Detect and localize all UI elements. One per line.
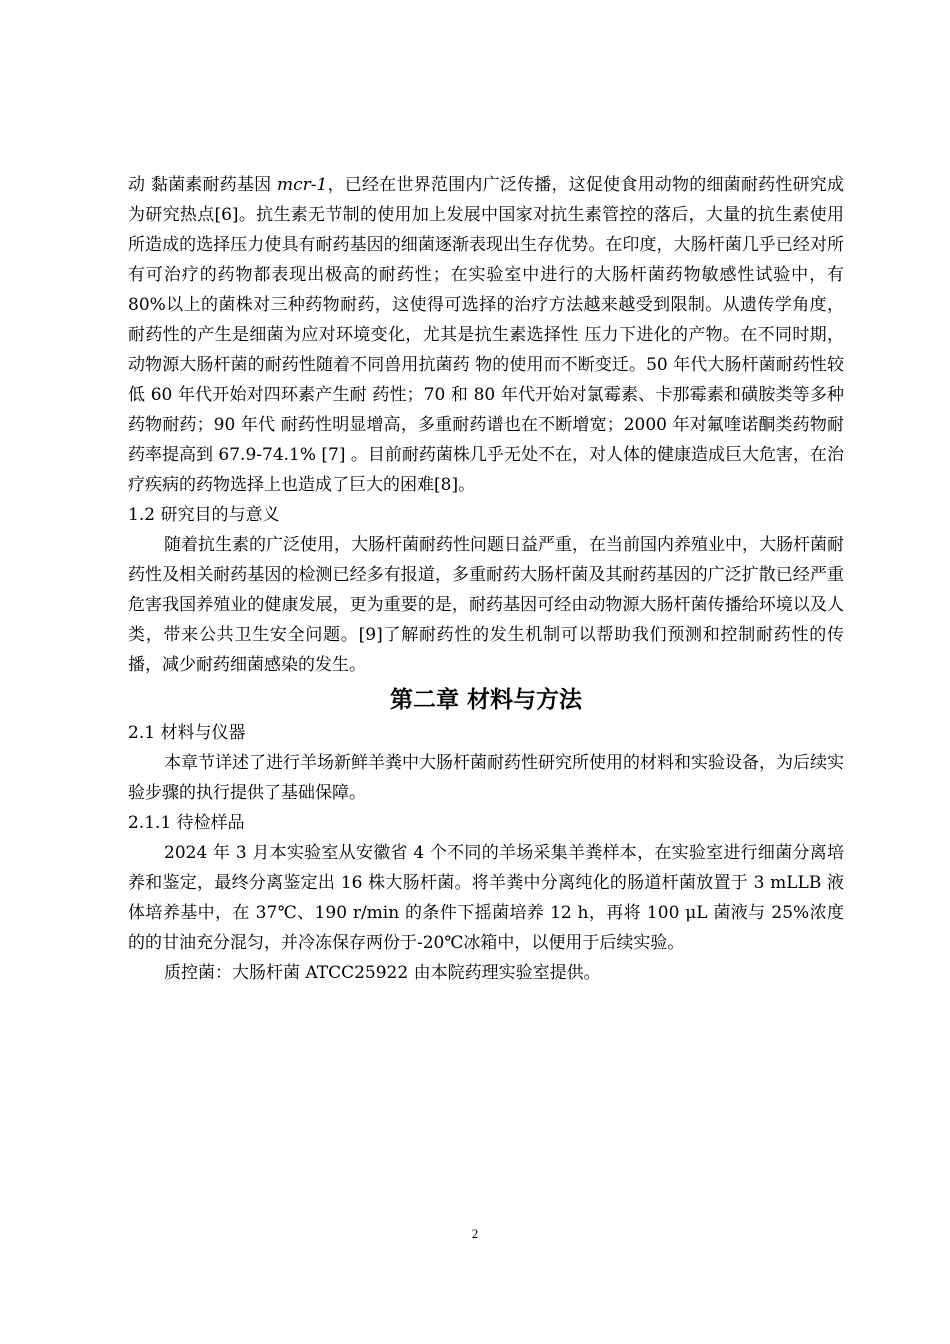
section-heading-2-1-1: 2.1.1 待检样品 (128, 813, 245, 833)
paragraph-samples: 2024 年 3 月本实验室从安徽省 4 个不同的羊场采集羊粪样本，在实验室进行细菌分离培养和鉴定，最终分离鉴定出 16 株大肠杆菌。将羊粪中分离纯化的肠道杆菌放置于 3 mLLB 液体培养基中，在 37℃、190 r/min 的条件下摇菌培养 12 h，再将 100 μL 菌液与 25%浓度的的甘油充分混匀，并冷冻保存两份于-20℃冰箱中，以便用于后续实验。 (128, 843, 844, 953)
page-content (128, 170, 844, 988)
paragraph-research-purpose: 随着抗生素的广泛使用，大肠杆菌耐药性问题日益严重，在当前国内养殖业中，大肠杆菌耐药性及相关耐药基因的检测已经多有报道，多重耐药大肠杆菌及其耐药基因的广泛扩散已经严重危害我国养殖业的健康发展，更为重要的是，耐药基因可经由动物源大肠杆菌传播给环境以及人类，带来公共卫生安全问题。[9]了解耐药性的发生机制可以帮助我们预测和控制耐药性的传播，减少耐药细菌感染的发生。 (128, 535, 844, 675)
paragraph-text: 动 黏菌素耐药基因 (128, 175, 278, 195)
paragraph-quality-control: 质控菌：大肠杆菌 ATCC25922 由本院药理实验室提供。 (164, 963, 601, 983)
section-heading-1-2: 1.2 研究目的与意义 (128, 505, 280, 525)
paragraph-text: ，已经在世界范围内广泛传播，这促使食用动物的细菌耐药性研究成为研究热点[6]。抗生素无节制的使用加上发展中国家对抗生素管控的落后，大量的抗生素使用所造成的选择压力使具有耐药基因的细菌逐渐表现出生存优势。在印度，大肠杆菌几乎已经对所有可治疗的药物都表现出极高的耐药性；在实验室中进行的大肠杆菌药物敏感性试验中，有 80%以上的菌株对三种药物耐药，这使得可选择的治疗方法越来越受到限制。从遗传学角度，耐药性的产生是细菌为应对环境变化，尤其是抗生素选择性 压力下进化的产物。在不同时期，动物源大肠杆菌的耐药性随着不同兽用抗菌药 物的使用而不断变迁。50 年代大肠杆菌耐药性较低 60 年代开始对四环素产生耐 药性；70 和 80 年代开始对氯霉素、卡那霉素和磺胺类等多种药物耐药；90 年代 耐药性明显增高，多重耐药谱也在不断增宽；2000 年对氟喹诺酮类药物耐药率提高到 67.9-74.1% [7] 。目前耐药菌株几乎无处不在，对人体的健康造成巨大危害，在治疗疾病的药物选择上也造成了巨大的困难[8]。 (128, 175, 845, 495)
chapter-title: 第二章 材料与方法 (389, 687, 582, 713)
paragraph-antibiotic-resistance-background (128, 170, 844, 500)
section-heading-2-1: 2.1 材料与仪器 (128, 723, 246, 743)
page-number: 2 (471, 1226, 479, 1241)
gene-name: mcr-1 (277, 175, 328, 195)
paragraph-materials-intro: 本章节详述了进行羊场新鲜羊粪中大肠杆菌耐药性研究所使用的材料和实验设备，为后续实验步骤的执行提供了基础保障。 (128, 753, 844, 803)
